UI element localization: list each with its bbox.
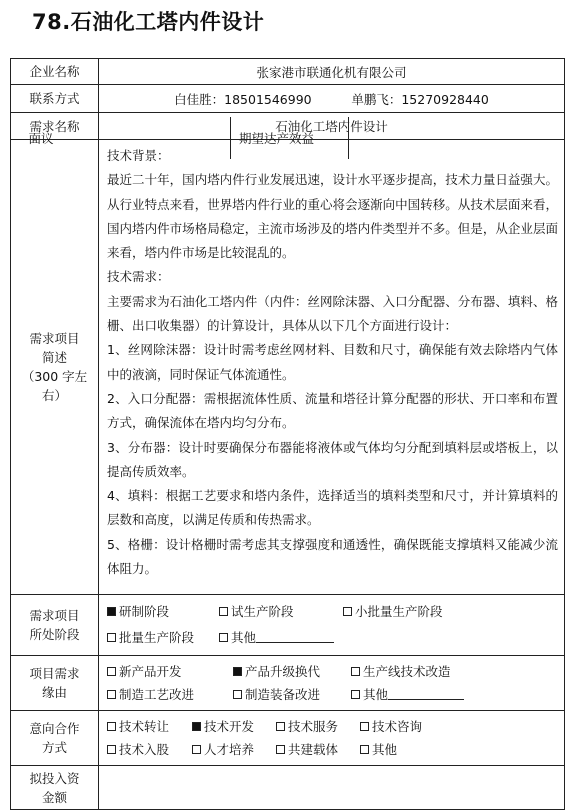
option-label: 其他 — [372, 742, 398, 757]
summary-paragraph: 2、入口分配器：需根据流体性质、流量和塔径计算分配器的形状、开口率和布置方式，确保流体在塔内均匀分布。 — [107, 390, 558, 431]
reason-option[interactable] — [233, 683, 351, 706]
summary-label-line: （300 字左 — [21, 369, 88, 384]
summary-paragraph: 最近二十年，国内塔内件行业发展迅速，设计水平逐步提高，技术力量日益强大。从行业特点来看，世界塔内件行业的重心将会逐渐向中国转移。从技术层面来看，国内塔内件市场格局稳定，主流市场涉及的塔内件类型并不多。但是，从企业层面来看，塔内件市场是比较混乱的。 — [107, 172, 558, 261]
cooperation-label — [11, 711, 99, 766]
need-name-label: 需求名称 — [11, 113, 99, 140]
cooperation-option[interactable] — [192, 738, 276, 761]
cooperation-option[interactable] — [192, 715, 276, 738]
checkbox[interactable] — [276, 745, 285, 754]
investment-label-line: 拟投入资 — [29, 770, 80, 786]
cooperation-option[interactable] — [107, 738, 192, 761]
reason-label-line: 缘由 — [41, 685, 67, 700]
summary-paragraph: 技术背景： — [107, 148, 170, 163]
stage-option[interactable] — [219, 599, 343, 625]
summary-label-line: 简述 — [41, 350, 67, 365]
stage-option[interactable] — [107, 599, 219, 625]
reason-option[interactable] — [351, 683, 464, 706]
option-label: 技术转让 — [119, 719, 170, 734]
cooperation-options — [99, 711, 565, 766]
company-value: 张家港市联通化机有限公司 — [99, 59, 565, 85]
checkbox[interactable] — [107, 607, 116, 616]
checkbox[interactable] — [233, 667, 242, 676]
contact-label: 联系方式 — [11, 85, 99, 113]
stage-label — [11, 595, 99, 656]
reason-option[interactable] — [107, 660, 233, 683]
cooperation-label-line: 方式 — [41, 740, 67, 755]
cooperation-option[interactable] — [107, 715, 192, 738]
stage-option[interactable] — [343, 599, 443, 625]
checkbox[interactable] — [351, 667, 360, 676]
reason-option[interactable] — [233, 660, 351, 683]
need-name-value: 石油化工塔内件设计 — [99, 113, 565, 140]
company-label: 企业名称 — [11, 59, 99, 85]
option-label: 技术咨询 — [372, 719, 423, 734]
option-label: 试生产阶段 — [231, 604, 294, 619]
cooperation-option[interactable] — [360, 738, 397, 761]
stage-label-line: 所处阶段 — [29, 627, 80, 642]
cooperation-option[interactable] — [276, 715, 360, 738]
summary-paragraph: 技术需求： — [107, 269, 170, 285]
option-label: 人才培养 — [204, 742, 255, 757]
contact-value: 白佳胜：18501546990 单鹏飞：15270928440 — [99, 85, 565, 113]
investment-value: 面议 — [21, 117, 231, 159]
option-label: 技术入股 — [119, 742, 170, 757]
summary-paragraph: 3、分布器：设计时要确保分布器能将液体或气体均匀分配到填料层或塔板上，以提高传质效率。 — [107, 439, 558, 479]
option-label: 研制阶段 — [119, 604, 170, 619]
reason-label — [11, 656, 99, 711]
reason-option[interactable] — [351, 660, 451, 683]
stage-options — [99, 595, 565, 656]
checkbox[interactable] — [219, 607, 228, 616]
cooperation-label-line: 意向合作 — [29, 721, 80, 736]
other-blank-line[interactable] — [388, 687, 464, 700]
option-label: 批量生产阶段 — [119, 630, 195, 645]
summary-paragraph: 1、丝网除沫器：设计时需考虑丝网材料、目数和尺寸，确保能有效去除塔内气体中的液滴，同时保证气体流通性。 — [107, 342, 558, 382]
option-label: 产品升级换代 — [245, 664, 321, 679]
checkbox[interactable] — [107, 745, 116, 754]
page-title: 78.石油化工塔内件设计 — [32, 10, 265, 34]
summary-text — [99, 140, 565, 595]
stage-label-line: 需求项目 — [29, 608, 80, 623]
checkbox[interactable] — [192, 722, 201, 731]
company-row — [11, 59, 565, 85]
contact-row — [11, 85, 565, 113]
reason-option[interactable] — [107, 683, 233, 706]
checkbox[interactable] — [360, 722, 369, 731]
summary-paragraph: 主要需求为石油化工塔内件（内件：丝网除沫器、入口分配器、分布器、填料、格栅、出口收集器）的计算设计，具体从以下几个方面进行设计： — [107, 293, 558, 334]
checkbox[interactable] — [219, 633, 228, 642]
summary-row — [11, 140, 565, 595]
reason-label-line: 项目需求 — [29, 666, 80, 681]
investment-inner-table — [21, 117, 573, 159]
option-label: 技术服务 — [288, 719, 339, 734]
checkbox[interactable] — [192, 745, 201, 754]
stage-option[interactable] — [107, 625, 219, 651]
option-label: 共建载体 — [288, 742, 339, 757]
checkbox[interactable] — [107, 633, 116, 642]
checkbox[interactable] — [107, 690, 116, 699]
option-label: 其他 — [231, 630, 257, 645]
option-label: 小批量生产阶段 — [355, 604, 443, 619]
demand-form-table — [10, 58, 565, 810]
summary-label-line: 右） — [41, 388, 67, 403]
option-label: 生产线技术改造 — [363, 664, 451, 679]
option-label: 新产品开发 — [119, 664, 182, 679]
other-blank-line[interactable] — [256, 630, 334, 643]
stage-option[interactable] — [219, 625, 334, 651]
benefit-label: 期望达产效益 — [231, 117, 349, 159]
checkbox[interactable] — [107, 722, 116, 731]
stage-row — [11, 595, 565, 656]
summary-paragraph: 5、格栅：设计格栅时需考虑其支撑强度和通透性，确保既能支撑填料又能减少流体阻力。 — [107, 536, 558, 577]
option-label: 其他 — [363, 687, 389, 702]
benefit-value — [349, 117, 573, 159]
checkbox[interactable] — [360, 745, 369, 754]
reason-options — [99, 656, 565, 711]
option-label: 制造工艺改进 — [119, 687, 195, 702]
summary-paragraph: 4、填料：根据工艺要求和塔内条件，选择适当的填料类型和尺寸，并计算填料的层数和高度，以满足传质和传热需求。 — [107, 488, 558, 528]
summary-label-line: 需求项目 — [29, 331, 80, 346]
summary-label — [11, 140, 99, 595]
option-label: 制造装备改进 — [245, 687, 321, 702]
investment-row — [11, 766, 565, 810]
checkbox[interactable] — [276, 722, 285, 731]
cooperation-option[interactable] — [360, 715, 422, 738]
cooperation-option[interactable] — [276, 738, 360, 761]
option-label: 技术开发 — [204, 719, 255, 734]
checkbox[interactable] — [343, 607, 352, 616]
cooperation-row — [11, 711, 565, 766]
checkbox[interactable] — [107, 667, 116, 676]
reason-row — [11, 656, 565, 711]
investment-label-line: 金额 — [41, 789, 67, 805]
investment-label — [11, 766, 99, 810]
checkbox[interactable] — [351, 690, 360, 699]
checkbox[interactable] — [233, 690, 242, 699]
